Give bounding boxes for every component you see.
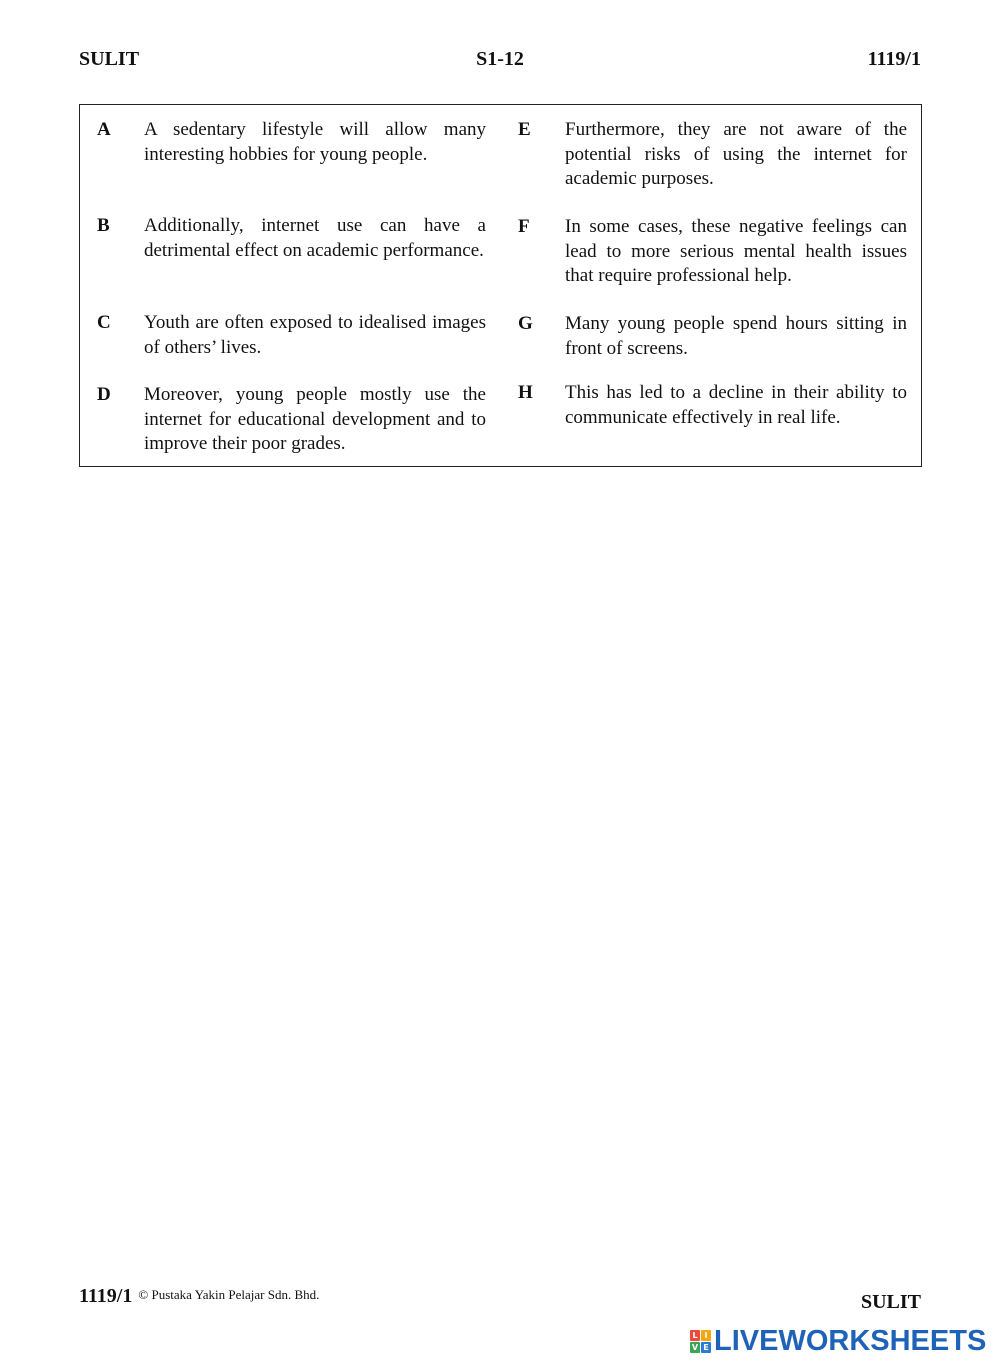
page-header bbox=[79, 48, 921, 74]
option-text: Many young people spend hours sitting in front of screens. bbox=[565, 313, 907, 359]
logo-tile: L bbox=[690, 1330, 700, 1341]
option-text: Youth are often exposed to idealised images of others’ lives. bbox=[144, 312, 486, 358]
option-letter: G bbox=[518, 313, 533, 334]
header-classification: SULIT bbox=[79, 48, 140, 70]
option-text: Moreover, young people mostly use the internet for educational development and to improve their poor grades. bbox=[144, 384, 486, 454]
logo-tile: E bbox=[701, 1342, 711, 1353]
options-box bbox=[79, 104, 922, 467]
option-letter: A bbox=[97, 119, 111, 140]
option-letter: B bbox=[97, 215, 110, 236]
option-text: This has led to a decline in their ability to communicate effectively in real life. bbox=[565, 382, 907, 428]
footer-left bbox=[79, 1285, 319, 1308]
option-text: In some cases, these negative feelings can lead to more serious mental health issues that require professional help. bbox=[565, 216, 907, 286]
logo-tile: I bbox=[701, 1330, 711, 1341]
liveworksheets-watermark[interactable] bbox=[690, 1326, 990, 1356]
footer-classification: SULIT bbox=[860, 1291, 921, 1313]
option-text: Furthermore, they are not aware of the potential risks of using the internet for academic purposes. bbox=[565, 119, 907, 189]
liveworksheets-logo-icon bbox=[690, 1330, 712, 1354]
header-paper-code: 1119/1 bbox=[867, 48, 921, 70]
option-letter: D bbox=[97, 384, 111, 405]
option-letter: F bbox=[518, 216, 530, 237]
option-letter: E bbox=[518, 119, 531, 140]
liveworksheets-brand: LIVEWORKSHEETS bbox=[714, 1325, 987, 1357]
option-text: Additionally, internet use can have a detrimental effect on academic performance. bbox=[144, 215, 486, 261]
header-page-number: S1-12 bbox=[476, 48, 524, 70]
option-letter: H bbox=[518, 382, 533, 403]
footer-paper-code: 1119/1 bbox=[79, 1285, 133, 1307]
option-letter: C bbox=[97, 312, 111, 333]
option-text: A sedentary lifestyle will allow many interesting hobbies for young people. bbox=[144, 119, 486, 165]
footer-copyright: © Pustaka Yakin Pelajar Sdn. Bhd. bbox=[138, 1287, 320, 1302]
logo-tile: V bbox=[691, 1343, 699, 1352]
